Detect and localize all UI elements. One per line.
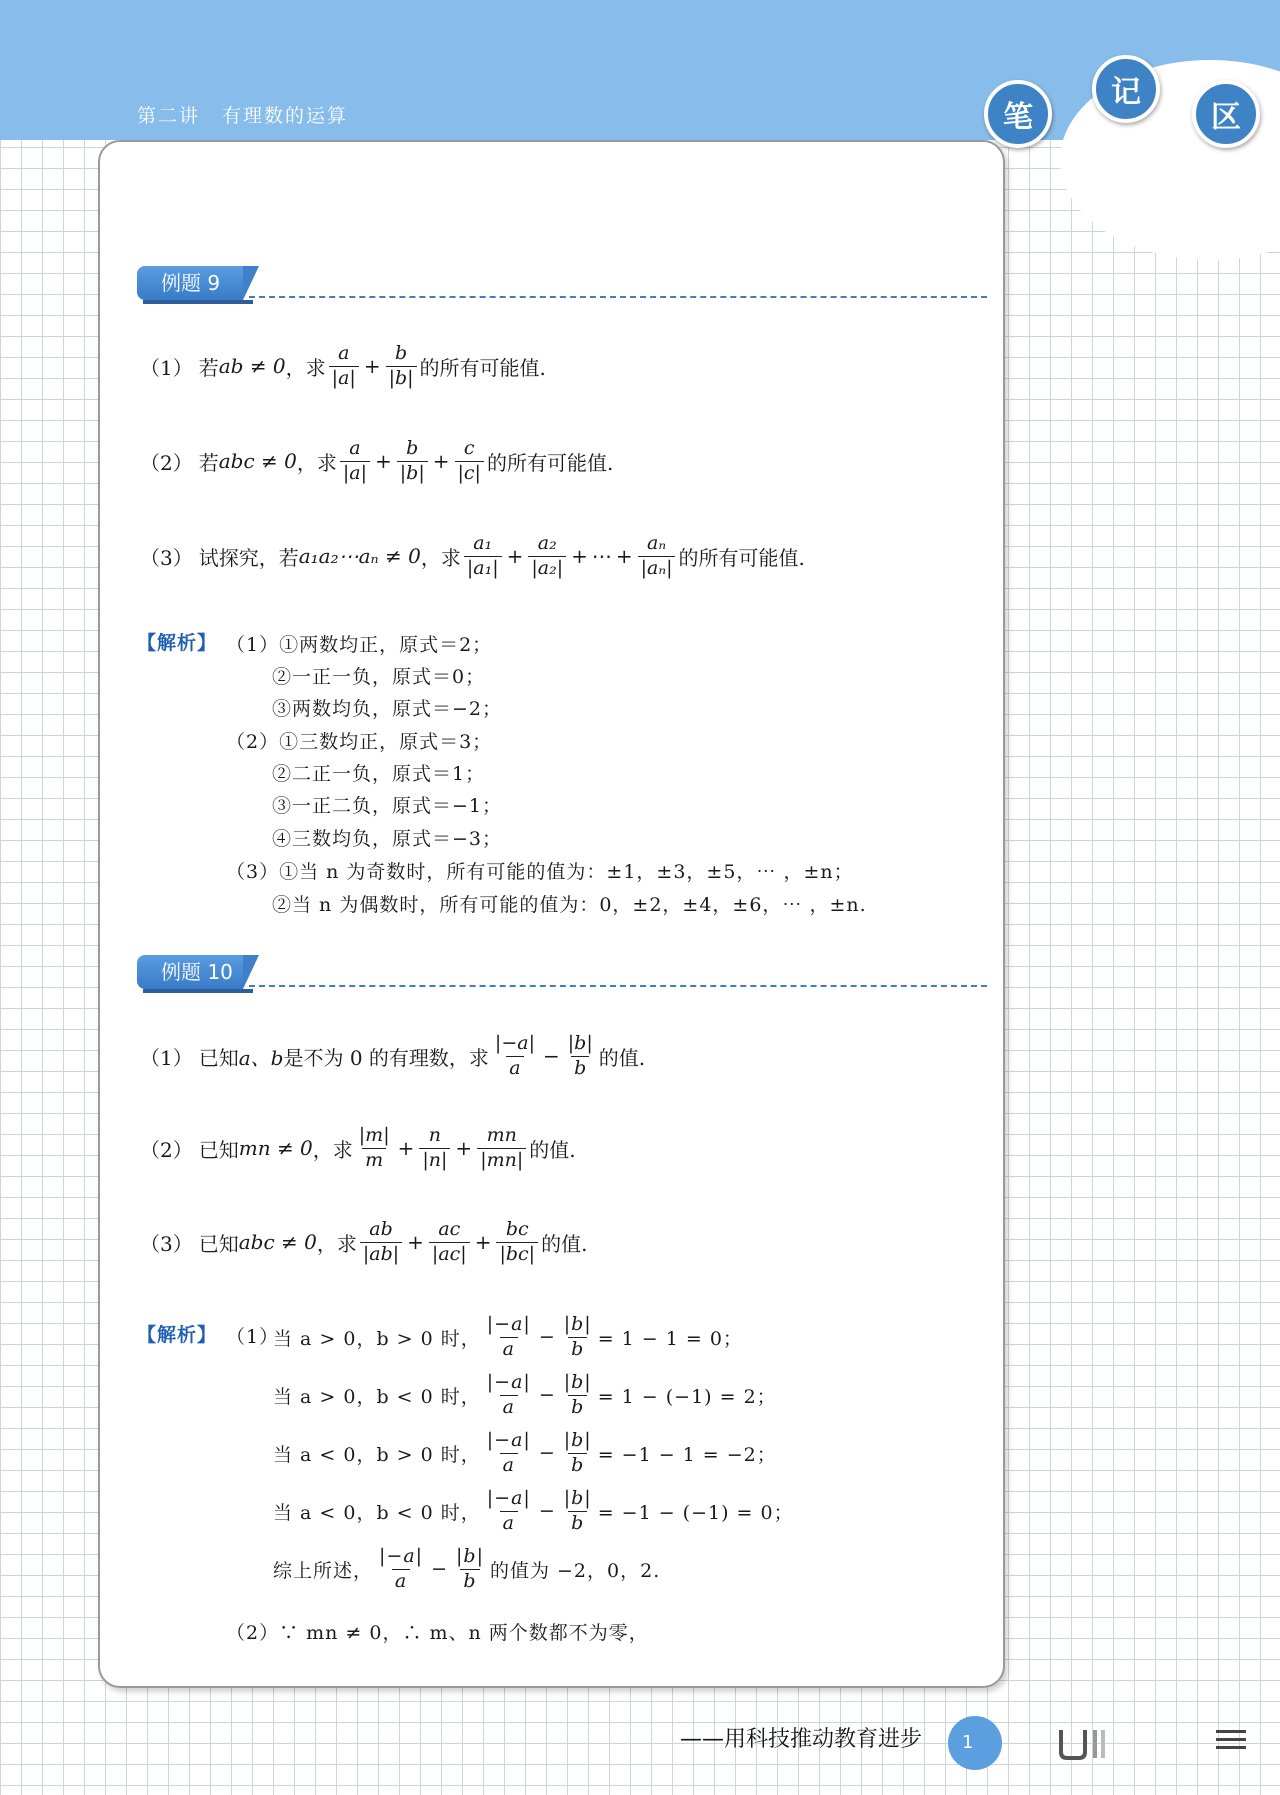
solution-line: ②当 n 为偶数时，所有可能的值为：0，±2，±4，±6，⋯ ，±n. — [272, 894, 867, 916]
problem-text: 是不为 0 的有理数，求 — [283, 1045, 489, 1070]
fraction — [484, 1488, 534, 1535]
plus-sign: + — [432, 449, 450, 474]
solution-line: ②二正一负，原式＝1； — [272, 763, 486, 785]
dashed-divider — [249, 296, 987, 298]
fraction — [329, 343, 359, 390]
denominator: a — [500, 1337, 518, 1361]
problem-number: （2） — [140, 1137, 193, 1162]
solution-case-4 — [273, 1488, 794, 1535]
menu-icon — [1216, 1730, 1246, 1754]
solution-case-1 — [273, 1314, 743, 1361]
problem-text: ，求 — [296, 450, 337, 475]
fraction — [565, 1033, 596, 1080]
fraction — [484, 1430, 534, 1477]
problem-number: （3） — [140, 1231, 193, 1256]
fraction — [561, 1488, 595, 1535]
problem-text: 的所有可能值. — [486, 450, 614, 475]
ex9-solution-tag — [137, 628, 217, 655]
problem-variables: a、b — [238, 1045, 284, 1070]
summary-text: 的值为 −2，0，2. — [489, 1559, 661, 1582]
solution-case-2 — [273, 1372, 777, 1419]
denominator: a — [500, 1453, 518, 1477]
problem-text: 试探究，若 — [198, 545, 299, 570]
numerator: ab — [369, 1218, 393, 1240]
fraction — [561, 1430, 595, 1477]
numerator: aₙ — [647, 532, 667, 554]
numerator: a — [338, 342, 350, 364]
problem-text: 的所有可能值. — [678, 545, 805, 570]
footer-slogan: ——用科技推动教育进步 — [680, 1727, 923, 1752]
problem-condition: ab ≠ 0 — [218, 354, 286, 379]
ex10-problem-3 — [140, 1219, 587, 1266]
fraction — [464, 533, 502, 580]
plus-sign: + — [407, 1230, 424, 1255]
denominator: |n| — [419, 1148, 450, 1172]
problem-number: （1） — [140, 1045, 193, 1070]
solution-summary — [273, 1546, 660, 1593]
numerator: |−a| — [486, 1313, 531, 1335]
problem-condition: a₁a₂⋯aₙ ≠ 0 — [298, 544, 421, 569]
solution-line: （1）①两数均正，原式＝2； — [226, 634, 493, 656]
denominator: b — [568, 1337, 587, 1361]
numerator: a₁ — [473, 532, 493, 554]
numerator: b — [406, 437, 419, 459]
plus-sign: + — [363, 354, 381, 379]
ex10-solution-tag — [137, 1320, 217, 1347]
numerator: ac — [438, 1218, 461, 1240]
plus-sign: + — [506, 544, 524, 569]
denominator: |ab| — [360, 1242, 402, 1266]
ellipsis: ⋯ — [591, 544, 612, 569]
summary-text: 综上所述， — [273, 1559, 374, 1582]
numerator: a — [349, 437, 361, 459]
fraction — [386, 343, 417, 390]
problem-text: ，求 — [316, 1231, 357, 1256]
plus-sign: + — [474, 1230, 492, 1255]
example-9-header — [137, 266, 987, 304]
solution-line: ②一正一负，原式＝0； — [272, 666, 486, 688]
problem-condition: abc ≠ 0 — [218, 449, 297, 474]
example-9-tab: 例题 9 — [137, 266, 243, 300]
denominator: |c| — [455, 461, 484, 485]
problem-text: ，求 — [285, 355, 326, 380]
minus-sign: − — [538, 1500, 556, 1523]
denominator: |b| — [397, 461, 428, 485]
case-result: = 1 − 1 = 0； — [597, 1327, 743, 1350]
case-result: = 1 − (−1) = 2； — [597, 1385, 777, 1408]
denominator: |a₂| — [528, 556, 566, 580]
numerator: |b| — [563, 1313, 592, 1335]
solution-label: 【解析】 — [137, 632, 218, 654]
plus-sign: + — [615, 544, 633, 569]
solution-label: 【解析】 — [137, 1324, 218, 1346]
numerator: |b| — [456, 1545, 484, 1567]
tab-shadow — [143, 989, 253, 993]
solution-case-3 — [273, 1430, 777, 1477]
problem-number: （3） — [140, 545, 193, 570]
plus-sign: + — [375, 449, 392, 474]
numerator: c — [463, 437, 475, 459]
numerator: |−a| — [494, 1032, 535, 1054]
denominator: a — [392, 1569, 410, 1593]
fraction — [455, 438, 484, 485]
fraction — [477, 1125, 526, 1172]
denominator: |aₙ| — [638, 556, 676, 580]
problem-text: 的所有可能值. — [419, 355, 546, 380]
denominator: a — [506, 1056, 523, 1080]
denominator: |a₁| — [464, 556, 502, 580]
ex9-problem-2 — [140, 438, 613, 485]
problem-text: 已知 — [198, 1045, 239, 1070]
fraction — [484, 1314, 534, 1361]
numerator: bc — [505, 1218, 529, 1240]
solution-line: （2）∵ mn ≠ 0，∴ m、n 两个数都不为零， — [226, 1622, 649, 1644]
ex10-problem-1 — [140, 1033, 645, 1080]
case-result: = −1 − 1 = −2； — [597, 1443, 777, 1466]
case-condition: 当 a > 0，b > 0 时， — [273, 1327, 481, 1350]
dashed-divider — [249, 985, 987, 987]
ex9-problem-3 — [140, 533, 805, 580]
denominator: b — [460, 1569, 479, 1593]
fraction — [638, 533, 676, 580]
brand-mark-icon — [1055, 1726, 1115, 1762]
numerator: |−a| — [486, 1371, 531, 1393]
fraction — [356, 1125, 393, 1172]
fraction — [484, 1372, 534, 1419]
problem-condition: mn ≠ 0 — [238, 1136, 313, 1161]
solution-number: （1） — [226, 1326, 280, 1348]
solution-line: （3）①当 n 为奇数时，所有可能的值为：±1，±3，±5，⋯ ，±n； — [226, 861, 854, 883]
denominator: b — [568, 1453, 587, 1477]
fraction — [360, 1219, 402, 1266]
fraction — [561, 1314, 595, 1361]
example-10-header — [137, 955, 987, 993]
denominator: b — [571, 1056, 589, 1080]
problem-text: 已知 — [198, 1231, 239, 1256]
case-condition: 当 a > 0，b < 0 时， — [273, 1385, 481, 1408]
numerator: n — [428, 1124, 442, 1146]
numerator: |−a| — [379, 1545, 424, 1567]
numerator: a₂ — [537, 532, 557, 554]
plus-sign: + — [571, 544, 588, 569]
denominator: m — [362, 1148, 386, 1172]
notes-badge-bi: 笔 — [984, 80, 1052, 148]
chapter-title: 第二讲 有理数的运算 — [137, 105, 349, 127]
numerator: |b| — [563, 1487, 592, 1509]
case-result: = −1 − (−1) = 0； — [597, 1501, 794, 1524]
solution-line: ④三数均负，原式＝−3； — [272, 828, 503, 850]
problem-text: 的值. — [598, 1045, 646, 1070]
fraction — [340, 438, 370, 485]
fraction — [429, 1219, 470, 1266]
denominator: |a| — [329, 366, 359, 390]
minus-sign: − — [538, 1384, 556, 1407]
problem-number: （2） — [140, 450, 193, 475]
plus-sign: + — [455, 1136, 473, 1161]
fraction — [496, 1219, 538, 1266]
numerator: b — [394, 342, 408, 364]
tab-shadow — [143, 300, 253, 304]
denominator: |bc| — [496, 1242, 538, 1266]
minus-sign: − — [431, 1558, 448, 1581]
denominator: |a| — [340, 461, 370, 485]
case-condition: 当 a < 0，b < 0 时， — [273, 1501, 481, 1524]
numerator: |−a| — [486, 1429, 531, 1451]
ex9-problem-1 — [140, 343, 546, 390]
numerator: |b| — [563, 1429, 592, 1451]
numerator: |b| — [567, 1032, 593, 1054]
fraction — [397, 438, 428, 485]
fraction — [376, 1546, 426, 1593]
problem-text: 若 — [198, 355, 219, 380]
problem-number: （1） — [140, 355, 193, 380]
denominator: a — [500, 1395, 518, 1419]
solution-line: ③两数均负，原式＝−2； — [272, 698, 503, 720]
problem-text: 的值. — [529, 1137, 576, 1162]
problem-text: 已知 — [198, 1137, 239, 1162]
page-number: 1 — [948, 1716, 1002, 1770]
denominator: |ac| — [429, 1242, 470, 1266]
fraction — [561, 1372, 595, 1419]
denominator: b — [568, 1511, 587, 1535]
denominator: a — [500, 1511, 518, 1535]
minus-sign: − — [542, 1044, 560, 1069]
case-condition: 当 a < 0，b > 0 时， — [273, 1443, 481, 1466]
numerator: |b| — [563, 1371, 592, 1393]
minus-sign: − — [538, 1326, 556, 1349]
plus-sign: + — [397, 1136, 415, 1161]
numerator: |−a| — [486, 1487, 531, 1509]
notes-badge-ji: 记 — [1092, 55, 1160, 123]
denominator: b — [568, 1395, 587, 1419]
fraction — [528, 533, 566, 580]
problem-text: 的值. — [541, 1231, 588, 1256]
solution-line: （2）①三数均正，原式＝3； — [226, 731, 493, 753]
ex10-problem-2 — [140, 1125, 576, 1172]
problem-condition: abc ≠ 0 — [238, 1230, 317, 1255]
solution-line: ③一正二负，原式＝−1； — [272, 795, 503, 817]
minus-sign: − — [538, 1442, 556, 1465]
example-10-tab: 例题 10 — [137, 955, 243, 989]
numerator: |m| — [358, 1124, 390, 1146]
fraction — [492, 1033, 538, 1080]
problem-text: ，求 — [312, 1137, 353, 1162]
denominator: |mn| — [477, 1148, 526, 1172]
problem-text: 若 — [198, 450, 219, 475]
fraction — [419, 1125, 450, 1172]
numerator: mn — [486, 1124, 517, 1146]
denominator: |b| — [386, 366, 417, 390]
notes-badge-qu: 区 — [1192, 80, 1260, 148]
problem-text: ，求 — [420, 545, 461, 570]
fraction — [453, 1546, 487, 1593]
